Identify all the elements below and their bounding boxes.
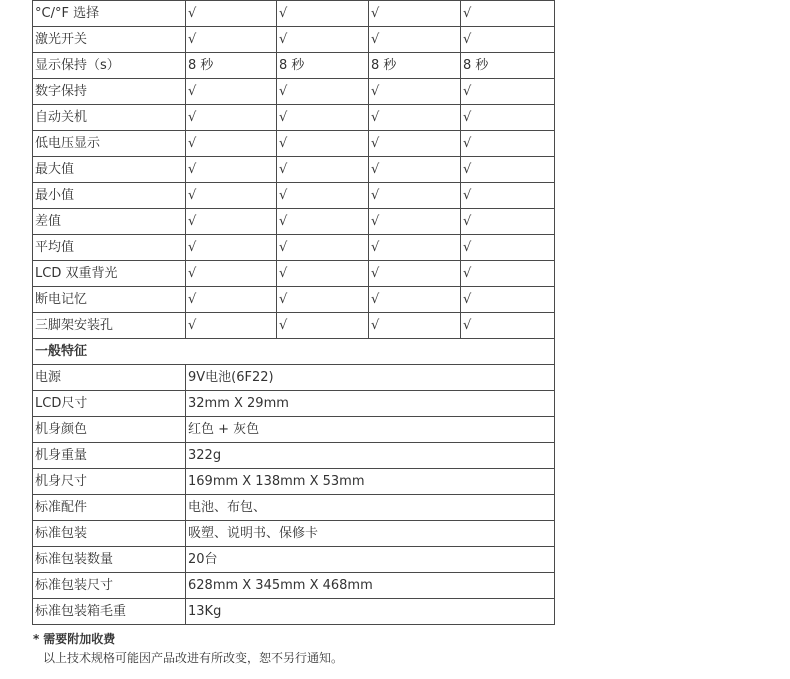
row-label: 显示保持（s）: [33, 53, 186, 79]
row-label: 标准配件: [33, 495, 186, 521]
spec-table-body: [33, 1, 555, 625]
table-row: [33, 261, 555, 287]
row-label: 标准包装尺寸: [33, 573, 186, 599]
row-label: 机身尺寸: [33, 469, 186, 495]
feature-value: √: [461, 1, 555, 27]
feature-value: √: [461, 183, 555, 209]
table-row: [33, 599, 555, 625]
feature-value: √: [186, 313, 277, 339]
spec-value: 628mm X 345mm X 468mm: [186, 573, 555, 599]
feature-value: √: [277, 79, 369, 105]
section-title: 一般特征: [33, 339, 555, 365]
row-label: 激光开关: [33, 27, 186, 53]
table-row: [33, 365, 555, 391]
feature-value: √: [277, 209, 369, 235]
feature-value: √: [186, 235, 277, 261]
feature-value: √: [277, 157, 369, 183]
feature-value: 8 秒: [186, 53, 277, 79]
row-label: 平均值: [33, 235, 186, 261]
footnote-text: 以上技术规格可能因产品改进有所改变，恕不另行通知。: [43, 651, 344, 665]
feature-value: √: [186, 209, 277, 235]
section-header-row: [33, 339, 555, 365]
row-label: 断电记忆: [33, 287, 186, 313]
feature-value: √: [369, 131, 461, 157]
spec-value: 电池、布包、: [186, 495, 555, 521]
feature-value: √: [369, 1, 461, 27]
feature-value: √: [369, 235, 461, 261]
table-row: [33, 79, 555, 105]
feature-value: √: [461, 79, 555, 105]
table-row: [33, 443, 555, 469]
feature-value: √: [461, 209, 555, 235]
footnote-title: 需要附加收费: [43, 632, 116, 646]
table-row: [33, 417, 555, 443]
feature-value: √: [461, 105, 555, 131]
feature-value: √: [277, 131, 369, 157]
footnote: [33, 630, 115, 647]
spec-value: 吸塑、说明书、保修卡: [186, 521, 555, 547]
row-label: 标准包装: [33, 521, 186, 547]
row-label: 机身重量: [33, 443, 186, 469]
row-label: 自动关机: [33, 105, 186, 131]
table-row: [33, 209, 555, 235]
feature-value: √: [461, 287, 555, 313]
table-row: [33, 105, 555, 131]
feature-value: √: [277, 105, 369, 131]
feature-value: √: [186, 27, 277, 53]
row-label: 最小值: [33, 183, 186, 209]
feature-value: √: [186, 105, 277, 131]
spec-value: 9V电池(6F22): [186, 365, 555, 391]
spec-value: 13Kg: [186, 599, 555, 625]
table-row: [33, 495, 555, 521]
table-row: [33, 235, 555, 261]
feature-value: 8 秒: [369, 53, 461, 79]
feature-value: √: [186, 157, 277, 183]
feature-value: √: [186, 183, 277, 209]
feature-value: √: [369, 183, 461, 209]
feature-value: √: [186, 287, 277, 313]
feature-value: √: [461, 157, 555, 183]
table-row: [33, 521, 555, 547]
table-row: [33, 547, 555, 573]
row-label: LCD 双重背光: [33, 261, 186, 287]
feature-value: √: [369, 313, 461, 339]
row-label: LCD尺寸: [33, 391, 186, 417]
row-label: 最大值: [33, 157, 186, 183]
spec-value: 红色 + 灰色: [186, 417, 555, 443]
feature-value: √: [369, 105, 461, 131]
feature-value: √: [277, 183, 369, 209]
feature-value: √: [369, 287, 461, 313]
feature-value: √: [369, 157, 461, 183]
feature-value: √: [277, 313, 369, 339]
spec-value: 20台: [186, 547, 555, 573]
table-row: [33, 391, 555, 417]
row-label: 电源: [33, 365, 186, 391]
feature-value: √: [186, 261, 277, 287]
row-label: 差值: [33, 209, 186, 235]
table-row: [33, 1, 555, 27]
table-row: [33, 469, 555, 495]
table-row: [33, 27, 555, 53]
table-row: [33, 287, 555, 313]
feature-value: √: [277, 287, 369, 313]
spec-value: 169mm X 138mm X 53mm: [186, 469, 555, 495]
feature-value: √: [277, 261, 369, 287]
table-row: [33, 313, 555, 339]
feature-value: √: [186, 79, 277, 105]
table-row: [33, 183, 555, 209]
table-row: [33, 573, 555, 599]
feature-value: √: [277, 27, 369, 53]
feature-value: √: [186, 1, 277, 27]
row-label: 三脚架安装孔: [33, 313, 186, 339]
feature-value: √: [461, 235, 555, 261]
spec-table: [32, 0, 555, 625]
feature-value: √: [461, 261, 555, 287]
row-label: °C/°F 选择: [33, 1, 186, 27]
footnote-star: *: [33, 632, 40, 646]
feature-value: √: [369, 261, 461, 287]
feature-value: √: [369, 79, 461, 105]
feature-value: √: [369, 27, 461, 53]
row-label: 机身颜色: [33, 417, 186, 443]
feature-value: 8 秒: [277, 53, 369, 79]
feature-value: √: [461, 313, 555, 339]
feature-value: √: [369, 209, 461, 235]
table-row: [33, 53, 555, 79]
table-row: [33, 157, 555, 183]
feature-value: √: [277, 235, 369, 261]
feature-value: 8 秒: [461, 53, 555, 79]
row-label: 标准包装数量: [33, 547, 186, 573]
feature-value: √: [461, 131, 555, 157]
table-row: [33, 131, 555, 157]
spec-value: 32mm X 29mm: [186, 391, 555, 417]
spec-value: 322g: [186, 443, 555, 469]
feature-value: √: [461, 27, 555, 53]
row-label: 低电压显示: [33, 131, 186, 157]
row-label: 标准包装箱毛重: [33, 599, 186, 625]
feature-value: √: [277, 1, 369, 27]
feature-value: √: [186, 131, 277, 157]
row-label: 数字保持: [33, 79, 186, 105]
